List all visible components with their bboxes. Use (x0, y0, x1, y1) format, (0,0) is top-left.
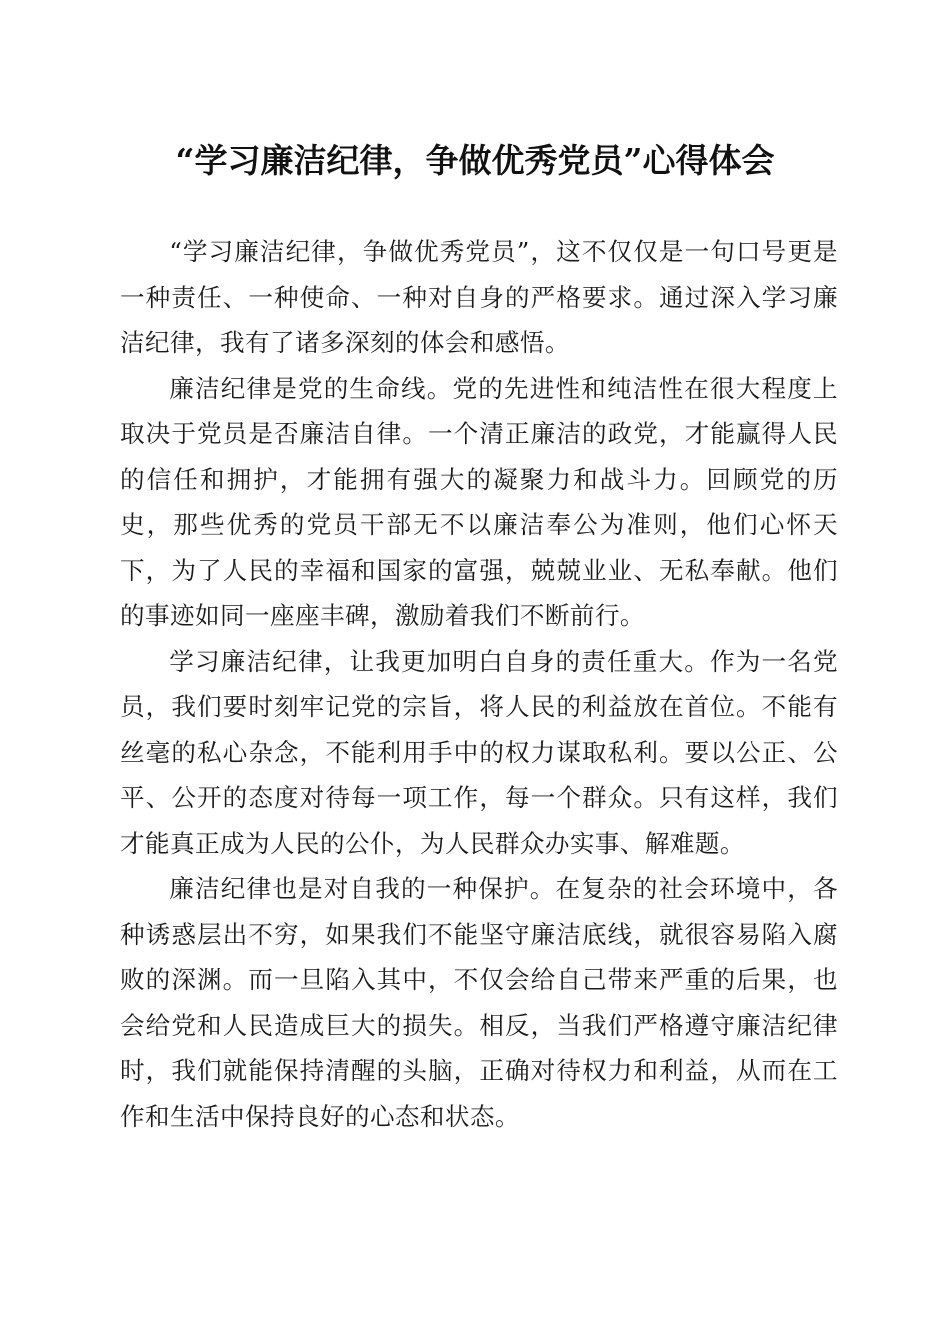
paragraph-4: 廉洁纪律也是对自我的一种保护。在复杂的社会环境中，各种诱惑层出不穷，如果我们不能坚守廉洁底线，就很容易陷入腐败的深渊。而一旦陷入其中，不仅会给自己带来严重的后果，也会给党和人民造成巨大的损失。相反，当我们严格遵守廉洁纪律时，我们就能保持清醒的头脑，正确对待权力和利益，从而在工作和生活中保持良好的心态和状态。 (120, 874, 838, 1131)
paragraph-1: “学习廉洁纪律，争做优秀党员”，这不仅仅是一句口号更是一种责任、一种使命、一种对自身的严格要求。通过深入学习廉洁纪律，我有了诸多深刻的体会和感悟。 (120, 237, 838, 357)
paragraph-3: 学习廉洁纪律，让我更加明白自身的责任重大。作为一名党员，我们要时刻牢记党的宗旨，将人民的利益放在首位。不能有丝毫的私心杂念，不能利用手中的权力谋取私利。要以公正、公平、公开的态度对待每一项工作，每一个群众。只有这样，我们才能真正成为人民的公仆，为人民群众办实事、解难题。 (120, 646, 838, 858)
paragraph-2: 廉洁纪律是党的生命线。党的先进性和纯洁性在很大程度上取决于党员是否廉洁自律。一个清正廉洁的政党，才能赢得人民的信任和拥护，才能拥有强大的凝聚力和战斗力。回顾党的历史，那些优秀的党员干部无不以廉洁奉公为准则，他们心怀天下，为了人民的幸福和国家的富强，兢兢业业、无私奉献。他们的事迹如同一座座丰碑，激励着我们不断前行。 (120, 373, 838, 630)
document-body (120, 229, 838, 1139)
document-title: “学习廉洁纪律，争做优秀党员”心得体会 (175, 141, 775, 180)
